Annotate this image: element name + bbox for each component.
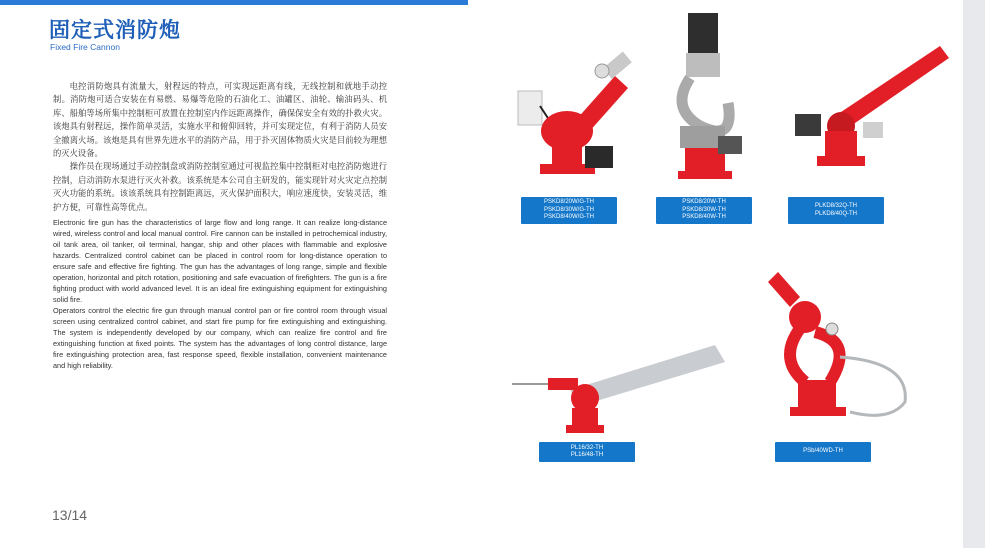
model-code: PSKD8/20W-TH — [682, 199, 726, 206]
cn-paragraph: 操作员在现场通过手动控制盘或消防控制室通过可视监控集中控制柜对电控消防炮进行控制，启动消防水泵进行灭火补救。该系统是本公司自主研发的，能实现针对火灾定点控制灭火功能的系统。该该系统具有控制距离远，灭火保护面积大，响应速度快，安装灵活，维护方便，可靠性高等优点。 — [53, 161, 387, 212]
top-accent-bar — [0, 0, 468, 5]
model-code: PSKD8/40W-TH — [682, 214, 726, 221]
page-title: 固定式消防炮 — [49, 18, 181, 42]
model-code: PSKD8/40W/G-TH — [543, 214, 594, 221]
en-paragraph: Operators control the electric fire gun through manual control pan or fire control room through visual screen using centralized control cabinet, and start fire pump for fire extinguishing and extinguishing. The system is independently developed by our company, which can realize fire control and fire extinguishing function at fixed points. The system has the advantages of long control distance, large fire extinguishing protection area, fast response speed, flexible installation, convenient maintenance and high reliability. — [53, 306, 387, 370]
product-image-2 — [650, 8, 760, 188]
chinese-description — [53, 80, 387, 214]
product-label-1 — [521, 197, 617, 224]
product-label-5 — [775, 442, 871, 462]
product-label-4 — [539, 442, 635, 462]
cn-paragraph: 电控消防炮具有流量大，射程远的特点，可实现远距离有线，无线控制和就地手动控制。消防炮可适合安装在有易燃、易爆等危险的石油化工、油罐区、油轮、输油码头、机库、船舶等场所集中控制柜可放置在控制室内作远距离操作，确保保安全有效的扑救火灾。该炮具有射程远，操作简单灵活，实施水平和俯仰回转，并可实现定位，有利于消防人员安全撤离火场。该炮是具有世界先进水平的消防产品，用于扑灭固体物质火灾是目前较为理想的灭火设备。 — [53, 81, 387, 159]
model-code: PSKD8/30W-TH — [682, 206, 726, 213]
product-image-4 — [510, 320, 735, 440]
english-description — [53, 217, 387, 371]
page-subtitle: Fixed Fire Cannon — [50, 42, 120, 52]
product-image-5 — [760, 262, 920, 432]
product-image-3 — [775, 36, 955, 186]
page-number: 13/14 — [52, 507, 88, 523]
model-code: PSKD8/20W/G-TH — [543, 199, 594, 206]
product-label-2 — [656, 197, 752, 224]
page-side-gutter — [963, 0, 985, 548]
model-code: PSb/40WD-TH — [803, 448, 843, 455]
product-label-3 — [788, 197, 884, 224]
model-code: PLKD8/32Q-TH — [814, 203, 857, 209]
model-code: PLKD8/40Q-TH — [814, 210, 857, 217]
en-paragraph: Electronic fire gun has the characteristics of large flow and long range. It can realize long-distance wired, wireless control and local manual control. Fire cannon can be installed in petrochemical industry, oil tank area, oil tanker, oil terminal, hangar, ship and other places with flammable and explosive hazards. Centralized control cabinet can be placed in control room for long-distance operation to ensure safe and effective fire fighting. The gun has the advantages of long range, simple and flexible operation, horizontal and pitch rotation, positioning and safe evacuation of firefighters. The gun is a fire fighting product with world advanced level. It is an ideal fire extinguishing equipment for extinguishing solid fire. — [53, 218, 387, 304]
model-code: PL16/32-TH — [570, 444, 604, 451]
model-code: PL16/48-TH — [570, 452, 604, 458]
product-image-1 — [490, 36, 640, 186]
model-code: PSKD8/30W/G-TH — [543, 206, 594, 213]
